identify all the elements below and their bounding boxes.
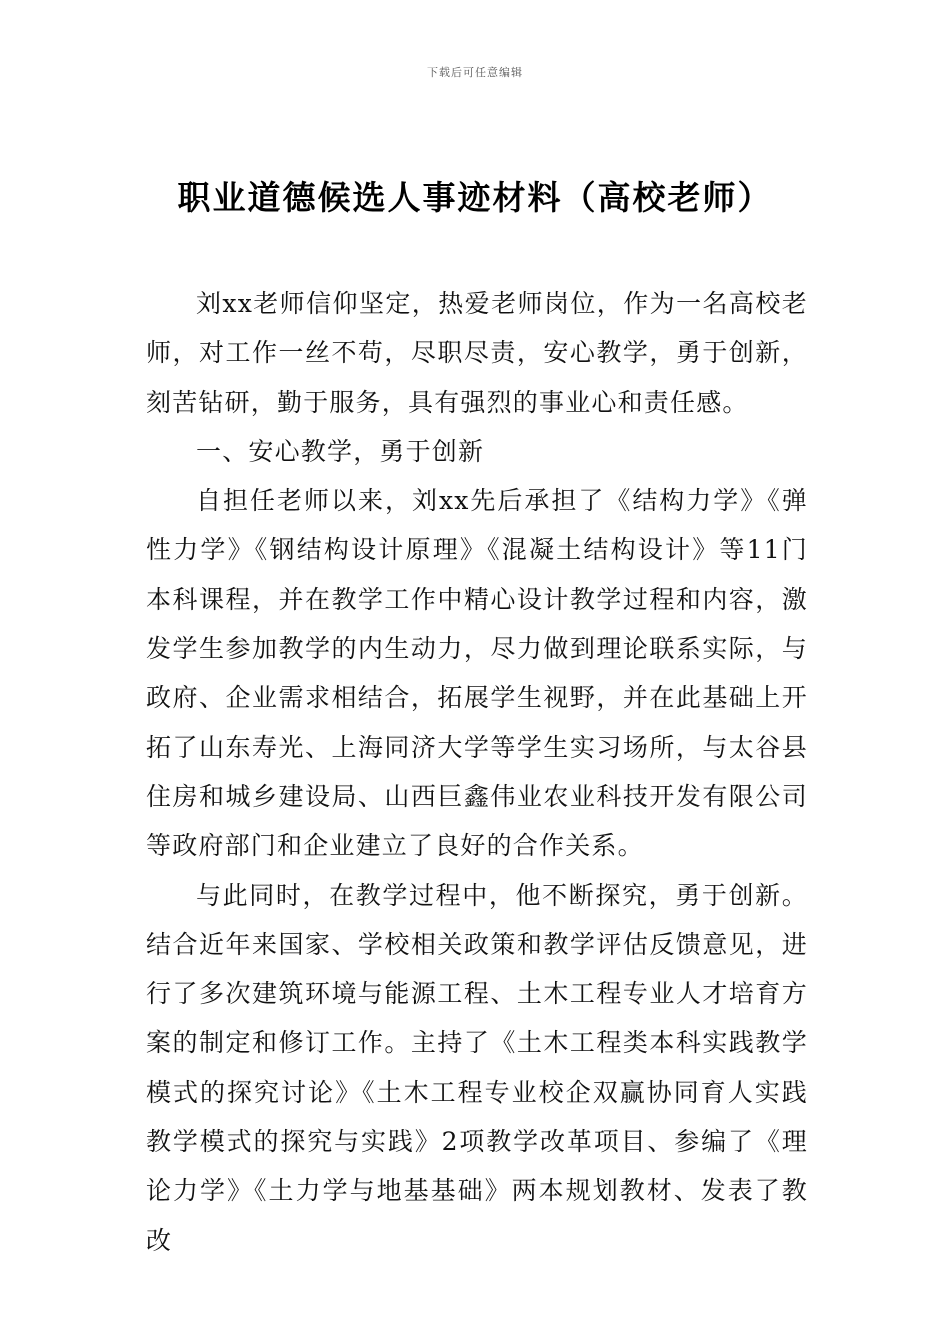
header-note: 下载后可任意编辑	[427, 66, 523, 79]
document-title: 职业道德候选人事迹材料（高校老师）	[177, 178, 773, 217]
paragraph-innovation: 与此同时，在教学过程中，他不断探究，勇于创新。结合近年来国家、学校相关政策和教学评估反馈意见，进行了多次建筑环境与能源工程、土木工程专业人才培育方案的制定和修订工作。主持了《土木工程类本科实践教学模式的探究讨论》《土木工程专业校企双赢协同育人实践教学模式的探究与实践》2项教学改革项目、参编了《理论力学》《土力学与地基基础》两本规划教材、发表了教改	[146, 880, 808, 1255]
section-heading: 一、安心教学，勇于创新	[196, 436, 485, 466]
paragraph-teaching: 自担任老师以来，刘xx先后承担了《结构力学》《弹性力学》《钢结构设计原理》《混凝土结构设计》等11门本科课程，并在教学工作中精心设计教学过程和内容，激发学生参加教学的内生动力，尽力做到理论联系实际，与政府、企业需求相结合，拓展学生视野，并在此基础上开拓了山东寿光、上海同济大学等学生实习场所，与太谷县住房和城乡建设局、山西巨鑫伟业农业科技开发有限公司等政府部门和企业建立了良好的合作关系。	[146, 486, 808, 861]
document-body	[146, 279, 808, 1265]
paragraph-intro: 刘xx老师信仰坚定，热爱老师岗位，作为一名高校老师，对工作一丝不苟，尽职尽责，安心教学，勇于创新，刻苦钻研，勤于服务，具有强烈的事业心和责任感。	[146, 289, 808, 417]
